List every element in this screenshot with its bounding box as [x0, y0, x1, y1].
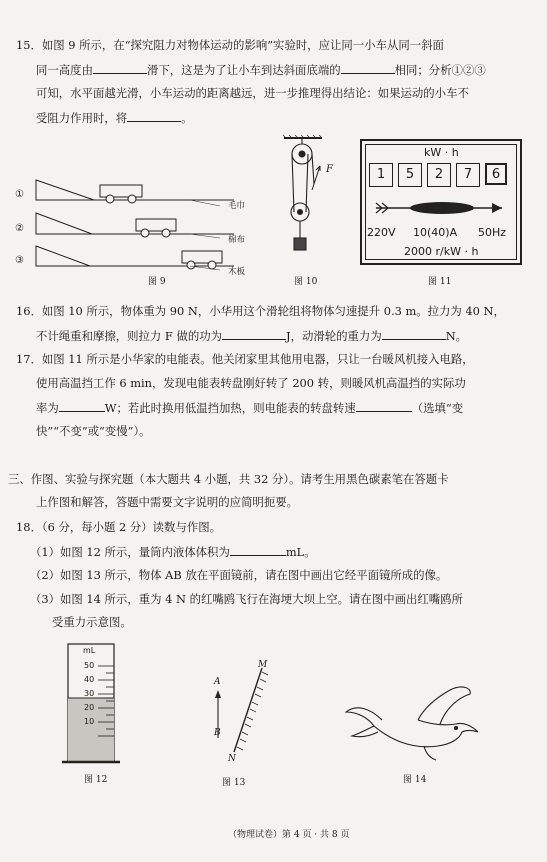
q15-line3: 可知，水平面越光滑，小车运动的距离越远，进一步推理得出结论：如果运动的小车不 [36, 86, 469, 100]
answer-blank[interactable] [230, 544, 286, 556]
surface-label-wood: 木板 [228, 267, 246, 277]
marker-1: ① [15, 189, 24, 200]
meter-frequency: 50Hz [478, 226, 507, 239]
meter-voltage: 220V [367, 226, 396, 239]
surface-label-towel: 毛巾 [228, 201, 246, 211]
figure-13-caption: 图 13 [222, 778, 246, 788]
figure-12-caption: 图 12 [84, 775, 108, 785]
q15-line2 [36, 62, 486, 77]
q16-text: 不计绳重和摩擦，则拉力 F 做的功为 [36, 329, 223, 343]
q16-line1: 16．如图 10 所示，物体重为 90 N，小华用这个滑轮组将物体匀速提升 0.3 m。拉力为 40 N， [16, 304, 505, 318]
meter-current: 10(40)A [413, 226, 458, 239]
q17-line2: 使用高温挡工作 6 min，发现电能表转盘刚好转了 200 转，则暖风机高温挡的实际功 [36, 376, 466, 390]
section3-line1: 三、作图、实验与探究题（本大题共 4 小题，共 32 分）。请考生用黑色碳素笔在答题卡 [8, 472, 449, 486]
marker-2: ② [15, 223, 24, 234]
meter-digit: 5 [398, 163, 422, 187]
q17-line4: 快”“不变”或“变慢”）。 [36, 424, 151, 438]
figure-10-caption: 图 10 [294, 277, 318, 287]
figure-11-caption: 图 11 [428, 277, 452, 287]
tick-label: 20 [84, 703, 95, 712]
label-n: N [228, 754, 236, 764]
section3-line2: 上作图和解答，答题中需要文字说明的应简明扼要。 [36, 495, 298, 509]
q17-text: W；若此时换用低温挡加热，则电能表的转盘转速 [104, 401, 356, 415]
q18-sub2: （2）如图 13 所示，物体 AB 放在平面镜前，请在图中画出它经平面镜所成的像。 [30, 568, 448, 582]
tick-label: 10 [84, 717, 95, 726]
answer-blank[interactable] [356, 400, 412, 412]
q16-text: J，动滑轮的重力为 [286, 329, 382, 343]
q15-text: 同一高度由 [36, 63, 93, 77]
answer-blank[interactable] [93, 62, 147, 74]
q17-text: （选填“变 [411, 401, 464, 415]
q15-text: 。 [181, 111, 193, 125]
meter-unit: kW · h [424, 146, 459, 159]
figure-13 [200, 660, 280, 764]
q18-text: mL。 [285, 545, 316, 559]
label-a: A [214, 677, 221, 687]
q18-head: 18．（6 分，每小题 2 分）读数与作图。 [16, 520, 222, 534]
meter-dial-arrow [374, 197, 510, 219]
label-b: B [214, 728, 221, 738]
tick-label: 30 [84, 689, 95, 698]
meter-digit: 2 [427, 163, 451, 187]
q15-text: 受阻力作用时，将 [36, 111, 128, 125]
meter-digit: 1 [369, 163, 393, 187]
marker-3: ③ [15, 255, 24, 266]
meter-digits [369, 163, 507, 187]
q18-sub1 [30, 544, 316, 559]
q17-line1: 17．如图 11 所示是小华家的电能表。他关闭家里其他用电器，只让一台暖风机接入电路， [16, 352, 474, 366]
figure-14-seagull [340, 680, 500, 770]
force-label-f: F [326, 164, 333, 175]
q16-text: N。 [445, 329, 468, 343]
answer-blank[interactable] [382, 328, 446, 340]
page-footer: （物理试卷）第 4 页 · 共 8 页 [228, 830, 350, 840]
cylinder-unit: mL [83, 646, 96, 655]
figure-10 [278, 134, 348, 276]
tick-label: 40 [84, 675, 95, 684]
meter-constant: 2000 r/kW · h [404, 245, 479, 258]
figure-9-caption: 图 9 [148, 277, 166, 287]
figure-14-caption: 图 14 [403, 775, 427, 785]
q16-line2 [36, 328, 467, 343]
answer-blank[interactable] [59, 400, 105, 412]
q15-line1: 15．如图 9 所示，在“探究阻力对物体运动的影响”实验时，应让同一小车从同一斜面 [16, 38, 444, 52]
q17-text: 率为 [36, 401, 59, 415]
meter-digit: 6 [485, 163, 507, 185]
q15-line4 [36, 110, 193, 125]
tick-label: 50 [84, 661, 95, 670]
answer-blank[interactable] [341, 62, 395, 74]
q18-text: （1）如图 12 所示，量筒内液体体积为 [30, 545, 230, 559]
q15-text: 相同；分析①②③ [394, 63, 486, 77]
q18-sub3-line2: 受重力示意图。 [52, 615, 132, 629]
meter-digit: 7 [456, 163, 480, 187]
q17-line3 [36, 400, 463, 415]
answer-blank[interactable] [222, 328, 286, 340]
surface-label-cotton: 棉布 [228, 235, 246, 245]
q15-text: 滑下，这是为了让小车到达斜面底端的 [146, 63, 341, 77]
answer-blank[interactable] [127, 110, 181, 122]
label-m: M [258, 660, 268, 670]
q18-sub3-line1: （3）如图 14 所示，重为 4 N 的红嘴鸥飞行在海埂大坝上空。请在图中画出红嘴鸥所 [30, 592, 463, 606]
